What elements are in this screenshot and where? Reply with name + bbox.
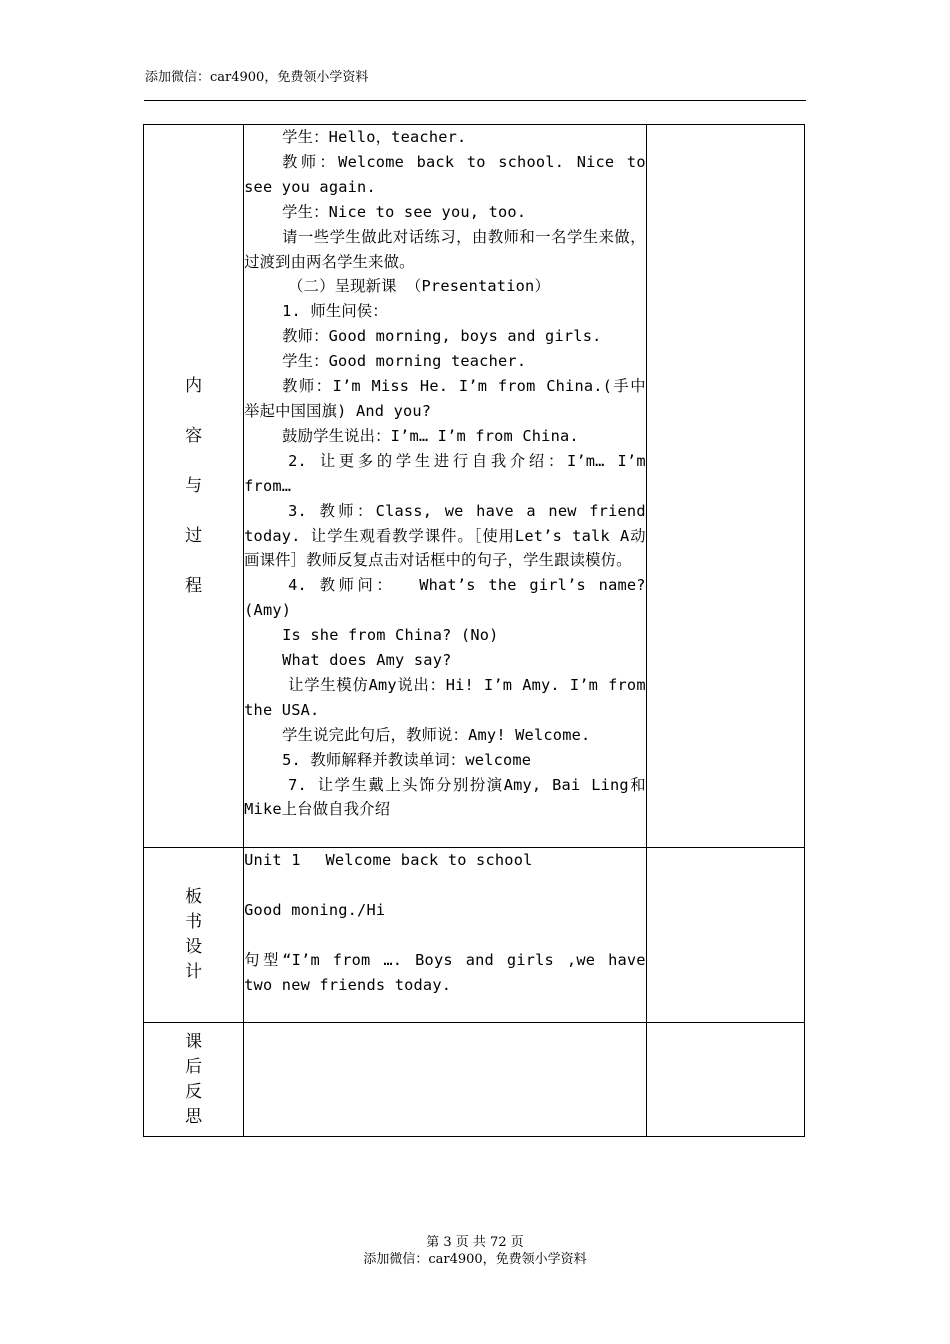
process-line: 2. 让更多的学生进行自我介绍：I’m… I’m from… <box>244 451 646 495</box>
process-notes-cell <box>646 125 804 848</box>
footer-note: 添加微信：car4900，免费领小学资料 <box>363 1252 587 1267</box>
board-label-char: 设 <box>185 937 203 957</box>
process-line: 学生：Nice to see you, too. <box>282 202 527 221</box>
page-number: 第 3 页 共 72 页 <box>426 1235 524 1250</box>
board-line: 句型“I’m from …. Boys and girls ,we have two new friends today. <box>244 950 646 994</box>
board-line: Good moning./Hi <box>244 900 386 919</box>
board-notes-cell <box>646 848 804 1023</box>
board-label-char: 书 <box>185 912 203 932</box>
board-label-char: 板 <box>185 887 203 907</box>
process-line: （二）呈现新课 （Presentation） <box>288 277 550 296</box>
process-row <box>144 125 805 848</box>
process-line: 4. 教师问： What’s the girl’s name? (Amy) <box>244 576 646 620</box>
process-line: 5. 教师解释并教读单词：welcome <box>282 750 532 769</box>
process-line: 鼓励学生说出：I’m… I’m from China. <box>282 426 579 445</box>
process-line: 学生：Good morning teacher. <box>282 352 527 371</box>
board-label <box>144 848 244 1023</box>
process-line: Is she from China? (No) <box>282 626 499 645</box>
process-label-char: 过 <box>185 526 203 546</box>
reflection-label-char: 思 <box>185 1106 203 1127</box>
process-label-char: 与 <box>185 476 203 496</box>
board-row <box>144 848 805 1023</box>
reflection-row <box>144 1023 805 1137</box>
process-content <box>244 125 647 848</box>
lesson-plan-table <box>143 124 805 1137</box>
reflection-content-cell <box>244 1023 647 1137</box>
process-line: 教师：Welcome back to school. Nice to see you again. <box>244 152 646 196</box>
process-line: 学生：Hello，teacher. <box>282 128 467 146</box>
process-label-char: 容 <box>185 426 203 446</box>
reflection-label-char: 后 <box>185 1056 203 1077</box>
reflection-label <box>144 1023 244 1137</box>
reflection-label-char: 课 <box>185 1031 203 1052</box>
process-label-char: 内 <box>185 376 203 396</box>
reflection-notes-cell <box>646 1023 804 1137</box>
process-line: 教师：I’m Miss He. I’m from China.(手中举起中国国旗) And you? <box>244 377 646 420</box>
process-line: 学生说完此句后，教师说：Amy! Welcome. <box>282 725 591 744</box>
board-content <box>244 848 647 1023</box>
process-line: 让学生模仿Amy说出：Hi! I’m Amy. I’m from the USA. <box>244 675 646 719</box>
board-label-char: 计 <box>185 962 203 982</box>
process-label <box>144 125 244 848</box>
process-line: 7. 让学生戴上头饰分别扮演Amy, Bai Ling和Mike上台做自我介绍 <box>244 775 646 819</box>
board-line: Unit 1 Welcome back to school <box>244 851 533 869</box>
reflection-label-char: 反 <box>185 1081 203 1102</box>
process-line: 1. 师生问侯： <box>282 302 388 321</box>
header-divider <box>144 100 806 101</box>
process-line: 3. 教师：Class, we have a new friend today. 让学生观看教学课件。［使用Let’s talk A动画课件］教师反复点击对话框中的句子，学生跟读模仿。 <box>244 501 646 570</box>
process-line: What does Amy say? <box>282 651 452 670</box>
process-label-char: 程 <box>185 576 203 596</box>
process-line: 请一些学生做此对话练习，由教师和一名学生来做，过渡到由两名学生来做。 <box>244 227 646 271</box>
header-note: 添加微信：car4900，免费领小学资料 <box>145 70 369 85</box>
process-line: 教师：Good morning, boys and girls. <box>282 327 602 346</box>
